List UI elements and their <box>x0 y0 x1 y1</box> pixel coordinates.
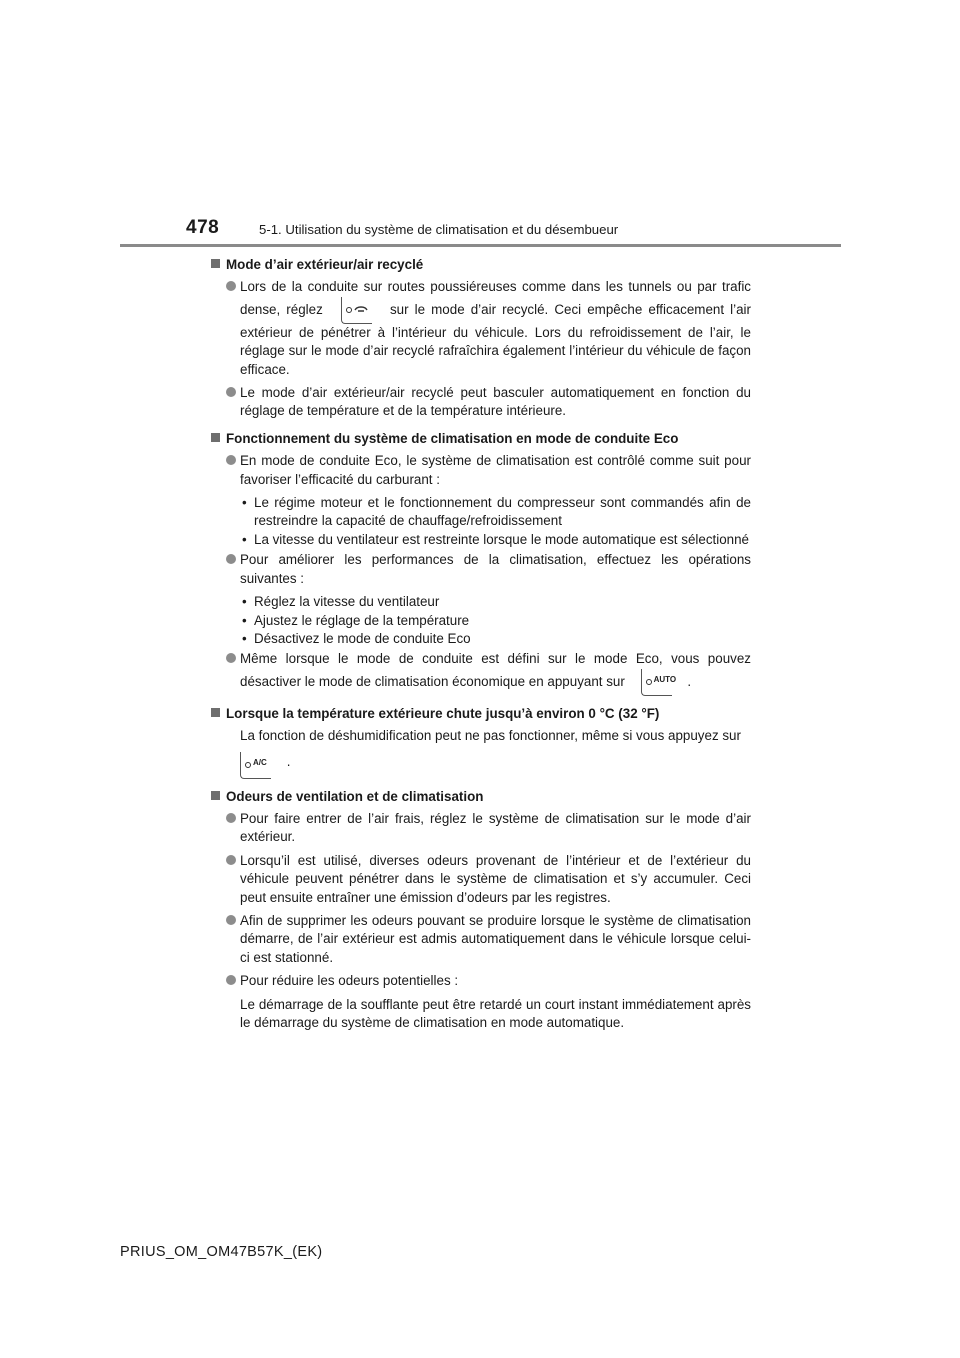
round-bullet-icon <box>226 455 236 465</box>
bullet-item: En mode de conduite Eco, le système de climatisation est contrôlé comme suit pour favoriser l’efficacité du carburant : <box>211 452 751 489</box>
manual-content <box>211 256 751 1037</box>
round-bullet-icon <box>226 915 236 925</box>
round-bullet-icon <box>226 975 236 985</box>
document-code: PRIUS_OM_OM47B57K_(EK) <box>120 1244 323 1260</box>
sub-list <box>211 593 751 648</box>
note-paragraph: Le démarrage de la soufflante peut être retardé un court instant immédiatement après le démarrage du système de climatisation en mode automatique. <box>240 996 751 1030</box>
square-bullet-icon <box>211 259 220 268</box>
round-bullet-icon <box>226 387 236 397</box>
round-bullet-icon <box>226 813 236 823</box>
round-bullet-icon <box>226 281 236 291</box>
bullet-item: Lorsqu’il est utilisé, diverses odeurs provenant de l’intérieur et de l’extérieur du véhicule peuvent pénétrer dans le système de climatisation et s’y accumuler. Ceci peut ensuite entraîner une émission d’odeurs par les registres. <box>211 852 751 907</box>
round-bullet-icon <box>226 653 236 663</box>
round-bullet-icon <box>226 855 236 865</box>
section-heading: Mode d’air extérieur/air recyclé <box>211 256 751 274</box>
bullet-item: Afin de supprimer les odeurs pouvant se produire lorsque le système de climatisation démarre, de l’air extérieur est admis automatiquement dans le véhicule lorsque celui-ci est stationné. <box>211 912 751 967</box>
square-bullet-icon <box>211 433 220 442</box>
header-divider <box>120 244 841 247</box>
square-bullet-icon <box>211 791 220 800</box>
bullet-item: Pour faire entrer de l’air frais, réglez le système de climatisation sur le mode d’air extérieur. <box>211 810 751 847</box>
sub-list <box>211 494 751 549</box>
round-bullet-icon <box>226 554 236 564</box>
bullet-item: Même lorsque le mode de conduite est défini sur le mode Eco, vous pouvez désactiver le mode de climatisation économique en appuyant sur AUTO . <box>211 650 751 695</box>
paragraph: La fonction de déshumidification peut ne pas fonctionner, même si vous appuyez sur A/C . <box>211 727 751 778</box>
bullet-item: Pour améliorer les performances de la climatisation, effectuez les opérations suivantes : <box>211 551 751 588</box>
sub-list-item: • La vitesse du ventilateur est restreinte lorsque le mode automatique est sélectionné <box>242 531 749 547</box>
page-number: 478 <box>186 217 220 238</box>
chapter-title: 5-1. Utilisation du système de climatisation et du désembueur <box>259 222 619 237</box>
section-heading: Lorsque la température extérieure chute jusqu’à environ 0 °C (32 °F) <box>211 705 751 723</box>
ac-button-icon: A/C <box>240 752 271 779</box>
sub-list-item: • Réglez la vitesse du ventilateur <box>242 594 440 610</box>
sub-list-item: • Désactivez le mode de conduite Eco <box>242 630 471 646</box>
section-heading: Fonctionnement du système de climatisation en mode de conduite Eco <box>211 430 751 448</box>
bullet-item: Pour réduire les odeurs potentielles : <box>211 972 751 990</box>
bullet-item: Lors de la conduite sur routes poussiéreuses comme dans les tunnels ou par trafic dense, réglez sur le mode d’air recyclé. Ceci empêche efficacement l’air extérieur de pénétrer à l’intérieur du véhicule. Lors du refroidissement de l’air, le réglage sur le mode d’air recyclé rafraîchira également l’intérieur du véhicule de façon efficace. <box>211 278 751 379</box>
recirculation-button-icon <box>341 297 372 324</box>
square-bullet-icon <box>211 708 220 717</box>
sub-list-item: • Ajustez le réglage de la température <box>242 612 470 628</box>
sub-list-item: • Le régime moteur et le fonctionnement du compresseur sont commandés afin de restreindre la capacité de chauffage/refroidissement <box>242 495 751 529</box>
bullet-item: Le mode d’air extérieur/air recyclé peut basculer automatiquement en fonction du réglage de température et de la température intérieure. <box>211 384 751 421</box>
section-heading: Odeurs de ventilation et de climatisation <box>211 788 751 806</box>
auto-button-icon: AUTO <box>641 669 672 696</box>
